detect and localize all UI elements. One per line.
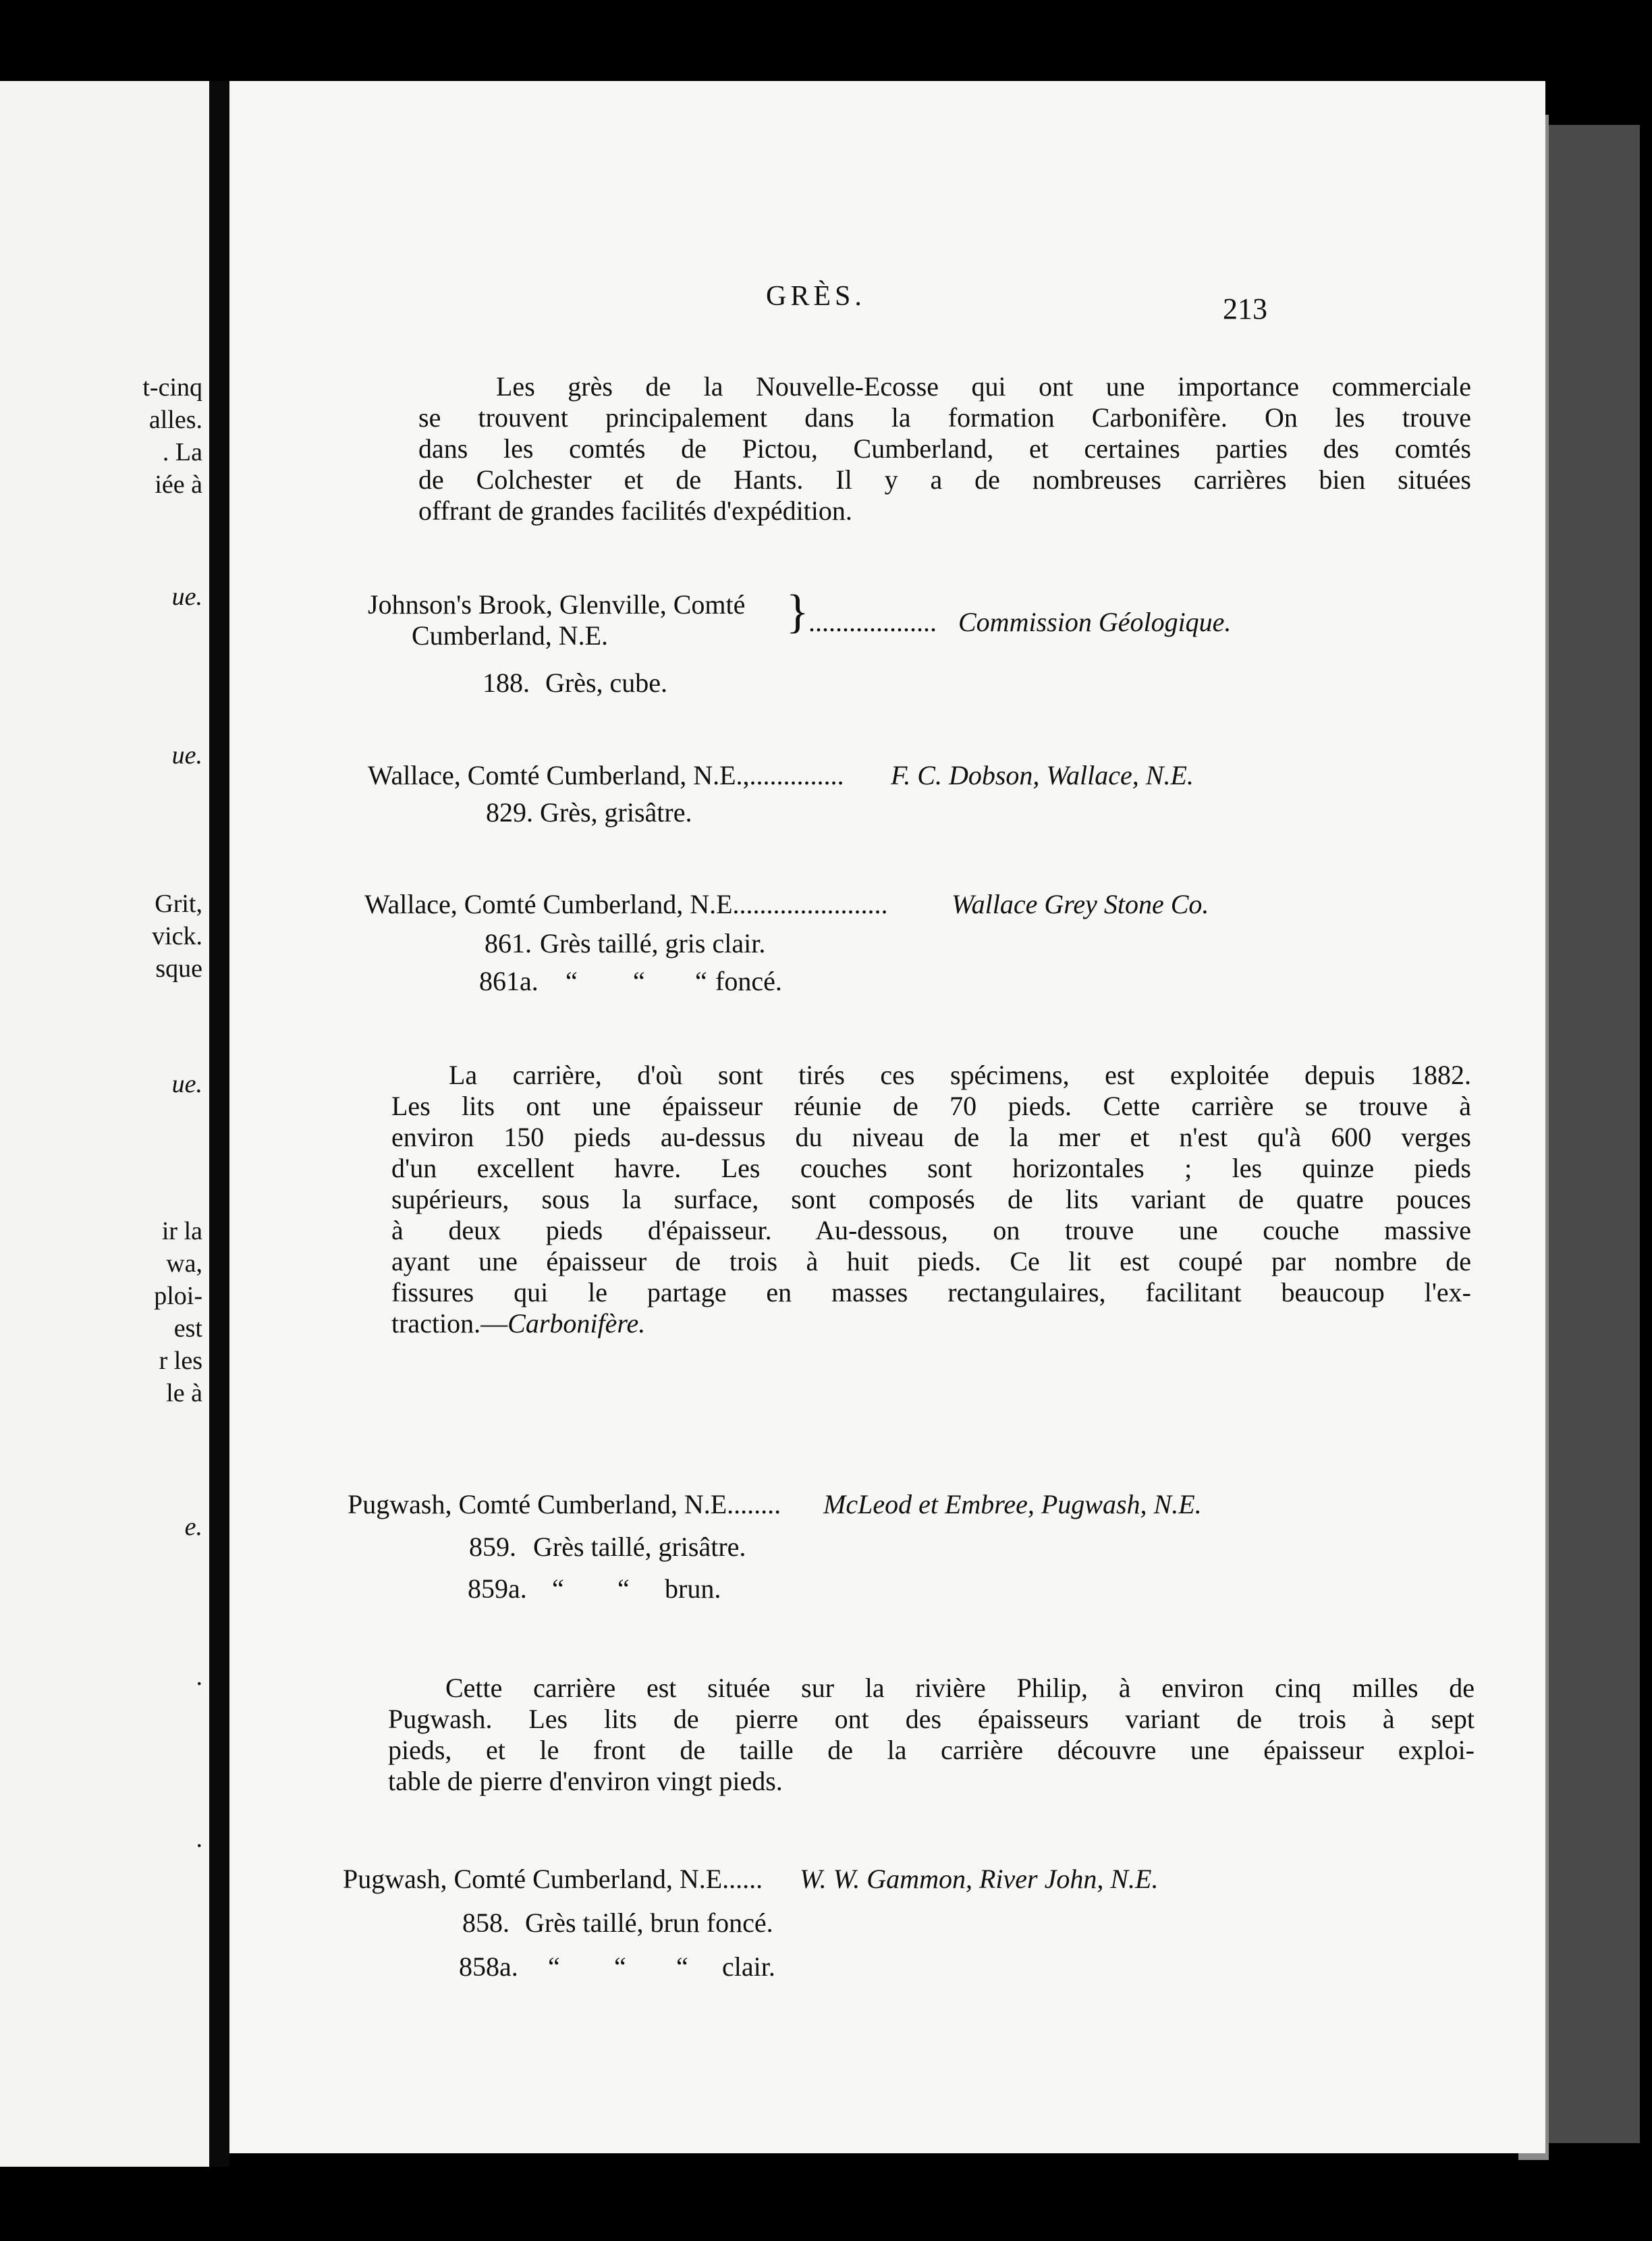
specimen-description: Grès, grisâtre.: [540, 797, 692, 828]
brace-symbol: }: [786, 586, 809, 638]
left-page-fragment: Grit,: [155, 890, 202, 918]
paragraph-line: Les lits ont une épaisseur réunie de 70 pieds. Cette carrière se trouve à: [391, 1091, 1471, 1121]
entry-location: Johnson's Brook, Glenville, Comté: [368, 589, 746, 620]
ditto-mark: “: [633, 966, 645, 996]
specimen-description: Grès taillé, gris clair.: [540, 928, 766, 959]
left-page-fragment: vick.: [152, 922, 202, 950]
paragraph-line: Pugwash. Les lits de pierre ont des épaisseurs variant de trois à sept: [388, 1704, 1475, 1734]
left-page-fragment: alles.: [148, 406, 202, 434]
left-page-fragment: iée à: [155, 470, 202, 499]
specimen-description: brun.: [665, 1573, 721, 1604]
left-page-fragment: t-cinq: [142, 373, 202, 402]
ditto-mark: “: [676, 1951, 688, 1982]
paragraph-text: traction.—: [391, 1308, 508, 1339]
entry-source: Commission Géologique.: [958, 607, 1232, 637]
left-page-fragment: ue.: [171, 583, 202, 611]
specimen-number: 859.: [469, 1532, 516, 1562]
paragraph-line: d'un excellent havre. Les couches sont horizontales ; les quinze pieds: [391, 1153, 1471, 1183]
ditto-mark: “: [695, 966, 707, 996]
specimen-number: 858a.: [459, 1951, 518, 1982]
ditto-mark: “: [614, 1951, 626, 1982]
wallace-paragraph: [391, 1060, 1471, 1339]
page-stack-shadow: [1539, 125, 1640, 2143]
entry-leader: ...................: [808, 607, 937, 637]
paragraph-line: environ 150 pieds au-dessus du niveau de la mer et n'est qu'à 600 verges: [391, 1122, 1471, 1152]
left-page-fragment: ue.: [171, 1070, 202, 1098]
pugwash-paragraph: [388, 1673, 1475, 1797]
paragraph-line: supérieurs, sous la surface, sont composés de lits variant de quatre pouces: [391, 1184, 1471, 1214]
specimen-description: foncé.: [715, 966, 782, 996]
specimen-description: Grès taillé, brun foncé.: [525, 1908, 773, 1938]
left-page-fragment: sque: [155, 954, 202, 983]
paragraph-line: offrant de grandes facilités d'expédition.: [418, 495, 852, 526]
entry-location: Pugwash, Comté Cumberland, N.E........: [348, 1489, 781, 1519]
left-page-edge: [0, 81, 213, 2167]
left-page-fragment: e.: [184, 1513, 202, 1541]
specimen-number: 829.: [486, 797, 533, 828]
ditto-mark: “: [617, 1573, 630, 1604]
left-page-fragment: est: [173, 1314, 202, 1343]
left-page-fragment: r les: [159, 1347, 202, 1375]
paragraph-line: La carrière, d'où sont tirés ces spécimens, est exploitée depuis 1882.: [449, 1060, 1471, 1090]
entry-location: Wallace, Comté Cumberland, N.E.......................: [364, 889, 888, 919]
paragraph-line: table de pierre d'environ vingt pieds.: [388, 1766, 783, 1796]
paragraph-line: dans les comtés de Pictou, Cumberland, et certaines parties des comtés: [418, 433, 1471, 464]
entry-location: Cumberland, N.E.: [412, 620, 609, 651]
paragraph-line: Cette carrière est située sur la rivière Philip, à environ cinq milles de: [445, 1673, 1475, 1703]
specimen-number: 188.: [483, 668, 530, 698]
left-page-fragment: ploi-: [154, 1282, 202, 1310]
ditto-mark: “: [566, 966, 578, 996]
right-page: [229, 81, 1545, 2153]
left-page-fragment: . La: [162, 438, 202, 466]
entry-source: W. W. Gammon, River John, N.E.: [800, 1864, 1159, 1894]
left-page-fragment: ue.: [171, 741, 202, 770]
book-gutter: [209, 81, 229, 2167]
period-label: Carbonifère.: [507, 1308, 646, 1339]
specimen-number: 861.: [485, 928, 532, 959]
entry-location: Wallace, Comté Cumberland, N.E.,..............: [368, 760, 844, 790]
paragraph-line: ayant une épaisseur de trois à huit pieds. Ce lit est coupé par nombre de: [391, 1246, 1471, 1276]
specimen-description: Grès taillé, grisâtre.: [533, 1532, 746, 1562]
page-header-title: GRÈS.: [766, 281, 866, 312]
paragraph-line: se trouvent principalement dans la formation Carbonifère. On les trouve: [418, 402, 1471, 433]
specimen-description: clair.: [722, 1951, 775, 1982]
left-page-fragment: .: [196, 1663, 202, 1691]
specimen-number: 858.: [462, 1908, 510, 1938]
left-page-fragment: .: [196, 1825, 202, 1853]
entry-source: F. C. Dobson, Wallace, N.E.: [891, 760, 1194, 790]
ditto-mark: “: [552, 1573, 564, 1604]
entry-source: Wallace Grey Stone Co.: [952, 889, 1209, 919]
specimen-number: 859a.: [468, 1573, 527, 1604]
specimen-number: 861a.: [479, 966, 539, 996]
entry-source: McLeod et Embree, Pugwash, N.E.: [823, 1489, 1202, 1519]
paragraph-line: de Colchester et de Hants. Il y a de nombreuses carrières bien situées: [418, 464, 1471, 495]
entry-location: Pugwash, Comté Cumberland, N.E......: [343, 1864, 763, 1894]
page-number: 213: [1223, 292, 1267, 325]
paragraph-line: à deux pieds d'épaisseur. Au-dessous, on trouve une couche massive: [391, 1215, 1471, 1245]
paragraph-line: [391, 1308, 1471, 1339]
intro-paragraph: [418, 371, 1471, 526]
left-page-fragment: wa,: [166, 1249, 202, 1278]
paragraph-line: Les grès de la Nouvelle-Ecosse qui ont une importance commerciale: [496, 371, 1471, 402]
paragraph-line: pieds, et le front de taille de la carrière découvre une épaisseur exploi-: [388, 1735, 1475, 1765]
left-page-fragment: ir la: [161, 1217, 202, 1245]
ditto-mark: “: [548, 1951, 560, 1982]
left-page-fragment: le à: [166, 1379, 202, 1407]
specimen-description: Grès, cube.: [545, 668, 668, 698]
paragraph-line: fissures qui le partage en masses rectangulaires, facilitant beaucoup l'ex-: [391, 1277, 1471, 1307]
